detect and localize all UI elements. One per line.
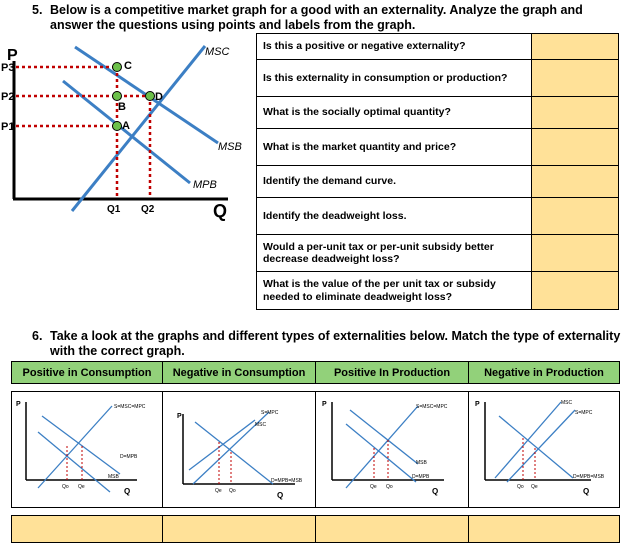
spacer-row <box>12 508 620 516</box>
p-label: P <box>475 401 480 408</box>
question-cell: Would a per-unit tax or per-unit subsidy better decrease deadweight loss? <box>257 235 532 272</box>
curve-label: MSB <box>416 460 427 466</box>
graph-cell <box>163 392 316 508</box>
match-answer-cell[interactable] <box>316 516 469 543</box>
curve-label: D=MPB=MSB <box>573 474 605 480</box>
p1-label: P1 <box>1 121 15 133</box>
question-cell: Identify the deadweight loss. <box>257 198 532 235</box>
tick-label: Qe <box>531 484 538 490</box>
answer-cell[interactable] <box>532 34 619 60</box>
mini-graph-3 <box>316 392 468 502</box>
point-a <box>113 122 122 131</box>
question-cell: Is this externality in consumption or production? <box>257 60 532 97</box>
category-header: Negative in Production <box>469 362 620 384</box>
p3-label: P3 <box>1 62 15 74</box>
match-answer-cell[interactable] <box>163 516 316 543</box>
tick-label: Qe <box>370 484 377 490</box>
question-6-number: 6. <box>32 329 43 343</box>
q1-label: Q1 <box>107 204 121 215</box>
externality-graph <box>0 33 256 233</box>
question-cell: Is this a positive or negative externality? <box>257 34 532 60</box>
q-label: Q <box>583 487 590 496</box>
question-cell: Identify the demand curve. <box>257 166 532 198</box>
spacer-cell <box>12 384 620 392</box>
answer-cell[interactable] <box>532 129 619 166</box>
answer-cell[interactable] <box>532 166 619 198</box>
demand-curve <box>195 422 273 484</box>
question-cell: What is the value of the per unit tax or subsidy needed to eliminate deadweight loss? <box>257 272 532 310</box>
curve-label: S=MSC=MPC <box>114 404 146 410</box>
p-label: P <box>16 401 21 408</box>
p-label: P <box>322 401 327 408</box>
category-header: Negative in Consumption <box>163 362 316 384</box>
question-5-table <box>256 33 619 310</box>
question-cell: What is the socially optimal quantity? <box>257 97 532 129</box>
mpb-label: MPB <box>193 179 217 191</box>
curve-label: MSC <box>561 400 573 406</box>
curve-label: D=MPB <box>120 454 138 460</box>
graph-row <box>12 392 620 508</box>
graph-cell <box>469 392 620 508</box>
tick-label: Qo <box>386 484 393 490</box>
msc-label: MSC <box>205 46 230 58</box>
table-row <box>257 97 619 129</box>
q-label: Q <box>432 487 439 496</box>
point-a-label: A <box>122 120 130 132</box>
category-header-row <box>12 362 620 384</box>
answer-row <box>12 516 620 543</box>
answer-cell[interactable] <box>532 97 619 129</box>
table-row <box>257 60 619 97</box>
point-d-label: D <box>155 91 163 103</box>
curve-label: S=MPC <box>575 410 593 416</box>
graph-cell <box>12 392 163 508</box>
demand-curve <box>499 416 573 478</box>
table-row <box>257 166 619 198</box>
table-row <box>257 34 619 60</box>
q-label: Q <box>277 491 284 500</box>
answer-cell[interactable] <box>532 198 619 235</box>
matching-table <box>11 361 620 543</box>
point-b <box>113 92 122 101</box>
table-row <box>257 235 619 272</box>
curve-label: S=MSC=MPC <box>416 404 448 410</box>
table-row <box>257 129 619 166</box>
supply-curve <box>346 406 418 488</box>
point-c <box>113 63 122 72</box>
tick-label: Qe <box>78 484 85 490</box>
table-row <box>257 272 619 310</box>
msb-label: MSB <box>218 141 242 153</box>
curve-label: S=MPC <box>261 410 279 416</box>
p-label: P <box>177 413 182 420</box>
graph-cell <box>316 392 469 508</box>
mini-graph-2 <box>163 392 315 502</box>
point-b-label: B <box>118 101 126 113</box>
point-d <box>146 92 155 101</box>
match-answer-cell[interactable] <box>12 516 163 543</box>
msc-curve <box>72 46 205 211</box>
tick-label: Qo <box>62 484 69 490</box>
q2-label: Q2 <box>141 204 155 215</box>
curve-label: MSB <box>108 474 119 480</box>
category-header: Positive In Production <box>316 362 469 384</box>
answer-cell[interactable] <box>532 235 619 272</box>
match-answer-cell[interactable] <box>469 516 620 543</box>
spacer-cell <box>12 508 620 516</box>
curve-label: MSC <box>255 422 267 428</box>
question-6-text: Take a look at the graphs and different types of externalities below. Match the type of externality with the correct graph. <box>50 329 621 358</box>
tick-label: Qo <box>517 484 524 490</box>
tick-label: Qe <box>215 488 222 494</box>
mini-graph-4 <box>469 392 619 502</box>
q-label: Q <box>124 487 131 496</box>
point-c-label: C <box>124 60 132 72</box>
question-5-text: Below is a competitive market graph for a good with an externality. Analyze the graph and answer the questions using points and labels from the graph. <box>50 3 583 32</box>
answer-cell[interactable] <box>532 60 619 97</box>
curve-label: D=MPB=MSB <box>271 478 303 484</box>
question-cell: What is the market quantity and price? <box>257 129 532 166</box>
msb-curve <box>38 432 110 492</box>
price-axis-label: P <box>7 47 18 64</box>
spacer-row <box>12 384 620 392</box>
tick-label: Qo <box>229 488 236 494</box>
category-header: Positive in Consumption <box>12 362 163 384</box>
answer-cell[interactable] <box>532 272 619 310</box>
question-5-number: 5. <box>32 3 43 17</box>
mini-graph-1 <box>12 392 162 502</box>
table-row <box>257 198 619 235</box>
mpb-curve <box>346 424 416 482</box>
p2-label: P2 <box>1 91 15 103</box>
quantity-axis-label: Q <box>213 201 228 221</box>
curve-label: D=MPB <box>412 474 430 480</box>
supply-curve <box>38 406 112 488</box>
